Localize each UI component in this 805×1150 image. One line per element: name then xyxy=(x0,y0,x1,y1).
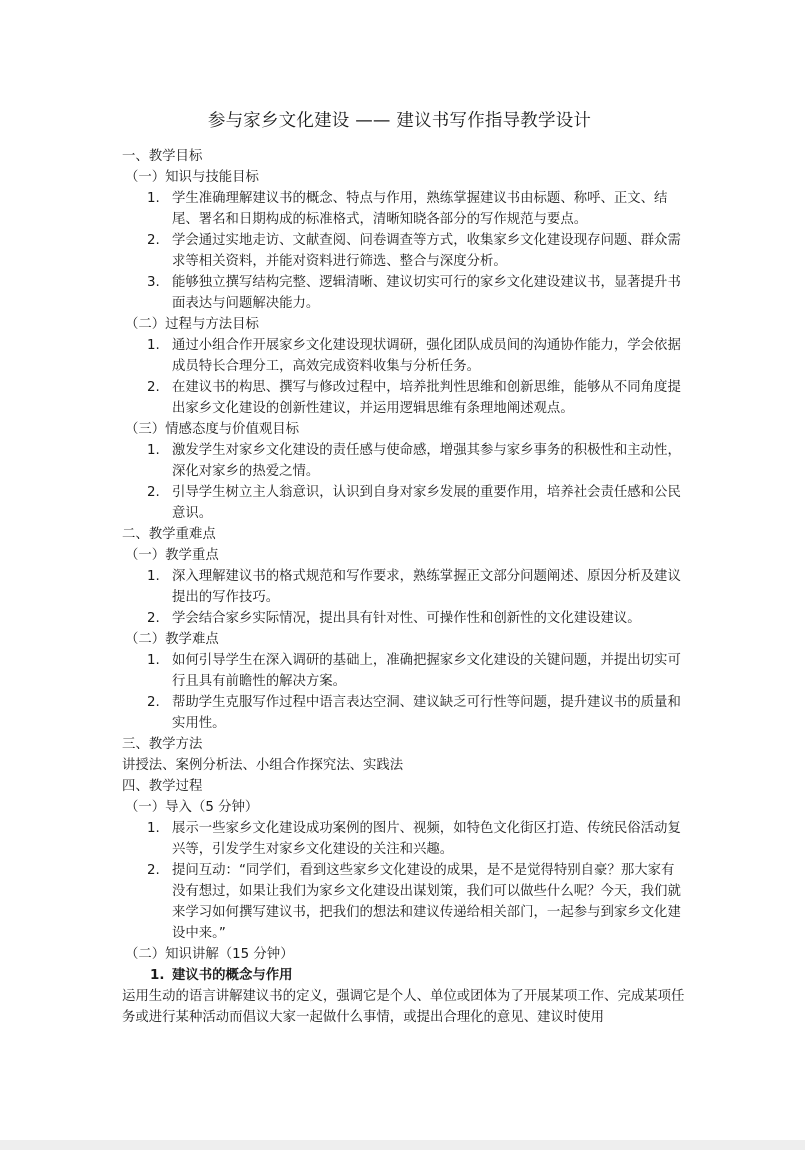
list-item: 1. 展示一些家乡文化建设成功案例的图片、视频，如特色文化街区打造、传统民俗活动复兴等，引发学生对家乡文化建设的关注和兴趣。 xyxy=(147,821,681,857)
list-introduction xyxy=(122,818,687,944)
section-heading-teaching-process: 四、教学过程 xyxy=(122,779,203,794)
subsection-heading-difficult-points: （二）教学难点 xyxy=(125,632,219,647)
document-content xyxy=(122,108,687,1028)
list-item: 1. 激发学生对家乡文化建设的责任感与使命感，增强其参与家乡事务的积极性和主动性，深化对家乡的热爱之情。 xyxy=(147,443,681,479)
list-item: 2. 帮助学生克服写作过程中语言表达空洞、建议缺乏可行性等问题，提升建议书的质量和实用性。 xyxy=(147,695,681,731)
list-item: 2. 在建议书的构思、撰写与修改过程中，培养批判性思维和创新思维，能够从不同角度提出家乡文化建设的创新性建议，并运用逻辑思维有条理地阐述观点。 xyxy=(147,380,681,416)
list-knowledge-skills xyxy=(122,188,687,314)
list-item: 1. 如何引导学生在深入调研的基础上，准确把握家乡文化建设的关键问题，并提出切实可行且具有前瞻性的解决方案。 xyxy=(147,653,681,689)
section-heading-key-difficult-points: 二、教学重难点 xyxy=(122,527,216,542)
subsection-heading-attitudes-values: （三）情感态度与价值观目标 xyxy=(125,422,300,437)
list-item: 1. 学生准确理解建议书的概念、特点与作用，熟练掌握建议书由标题、称呼、正文、结尾、署名和日期构成的标准格式，清晰知晓各部分的写作规范与要点。 xyxy=(147,191,668,227)
list-item: 2. 提问互动：“同学们，看到这些家乡文化建设的成果，是不是觉得特别自豪？那大家有没有想过，如果让我们为家乡文化建设出谋划策，我们可以做些什么呢？今天，我们就来学习如何撰写建议书，把我们的想法和建议传递给相关部门，一起参与到家乡文化建设中来。” xyxy=(147,863,681,941)
list-key-points xyxy=(122,566,687,629)
subsection-heading-introduction: （一）导入（5 分钟） xyxy=(125,800,259,815)
list-item: 2. 引导学生树立主人翁意识，认识到自身对家乡发展的重要作用，培养社会责任感和公民意识。 xyxy=(147,485,681,521)
list-item: 1. 深入理解建议书的格式规范和写作要求，熟练掌握正文部分问题阐述、原因分析及建议提出的写作技巧。 xyxy=(147,569,681,605)
list-item: 2. 学会结合家乡实际情况，提出具有针对性、可操作性和创新性的文化建设建议。 xyxy=(147,611,641,626)
list-item: 1. 通过小组合作开展家乡文化建设现状调研，强化团队成员间的沟通协作能力，学会依据成员特长合理分工，高效完成资料收集与分析任务。 xyxy=(147,338,681,374)
list-item: 3. 能够独立撰写结构完整、逻辑清晰、建议切实可行的家乡文化建设建议书，显著提升书面表达与问题解决能力。 xyxy=(147,275,681,311)
subsection-heading-knowledge-skills: （一）知识与技能目标 xyxy=(125,170,259,185)
list-item: 2. 学会通过实地走访、文献查阅、问卷调查等方式，收集家乡文化建设现存问题、群众需求等相关资料，并能对资料进行筛选、整合与深度分析。 xyxy=(147,233,681,269)
subsection-heading-knowledge-explanation: （二）知识讲解（15 分钟） xyxy=(125,947,294,962)
subsection-heading-key-points: （一）教学重点 xyxy=(125,548,219,563)
list-difficult-points xyxy=(122,650,687,734)
section-heading-objectives: 一、教学目标 xyxy=(122,149,203,164)
list-attitudes-values xyxy=(122,440,687,524)
subsection-heading-process-methods: （二）过程与方法目标 xyxy=(125,317,259,332)
section-heading-teaching-methods: 三、教学方法 xyxy=(122,737,203,752)
sub-heading-concept-and-function: 1. 建议书的概念与作用 xyxy=(150,968,293,983)
list-process-methods xyxy=(122,335,687,419)
document-title: 参与家乡文化建设 —— 建议书写作指导教学设计 xyxy=(207,111,592,131)
teaching-methods-text: 讲授法、案例分析法、小组合作探究法、实践法 xyxy=(122,758,404,773)
concept-paragraph: 运用生动的语言讲解建议书的定义，强调它是个人、单位或团体为了开展某项工作、完成某项任务或进行某种活动而倡议大家一起做什么事情，或提出合理化的意见、建议时使用 xyxy=(122,989,685,1025)
